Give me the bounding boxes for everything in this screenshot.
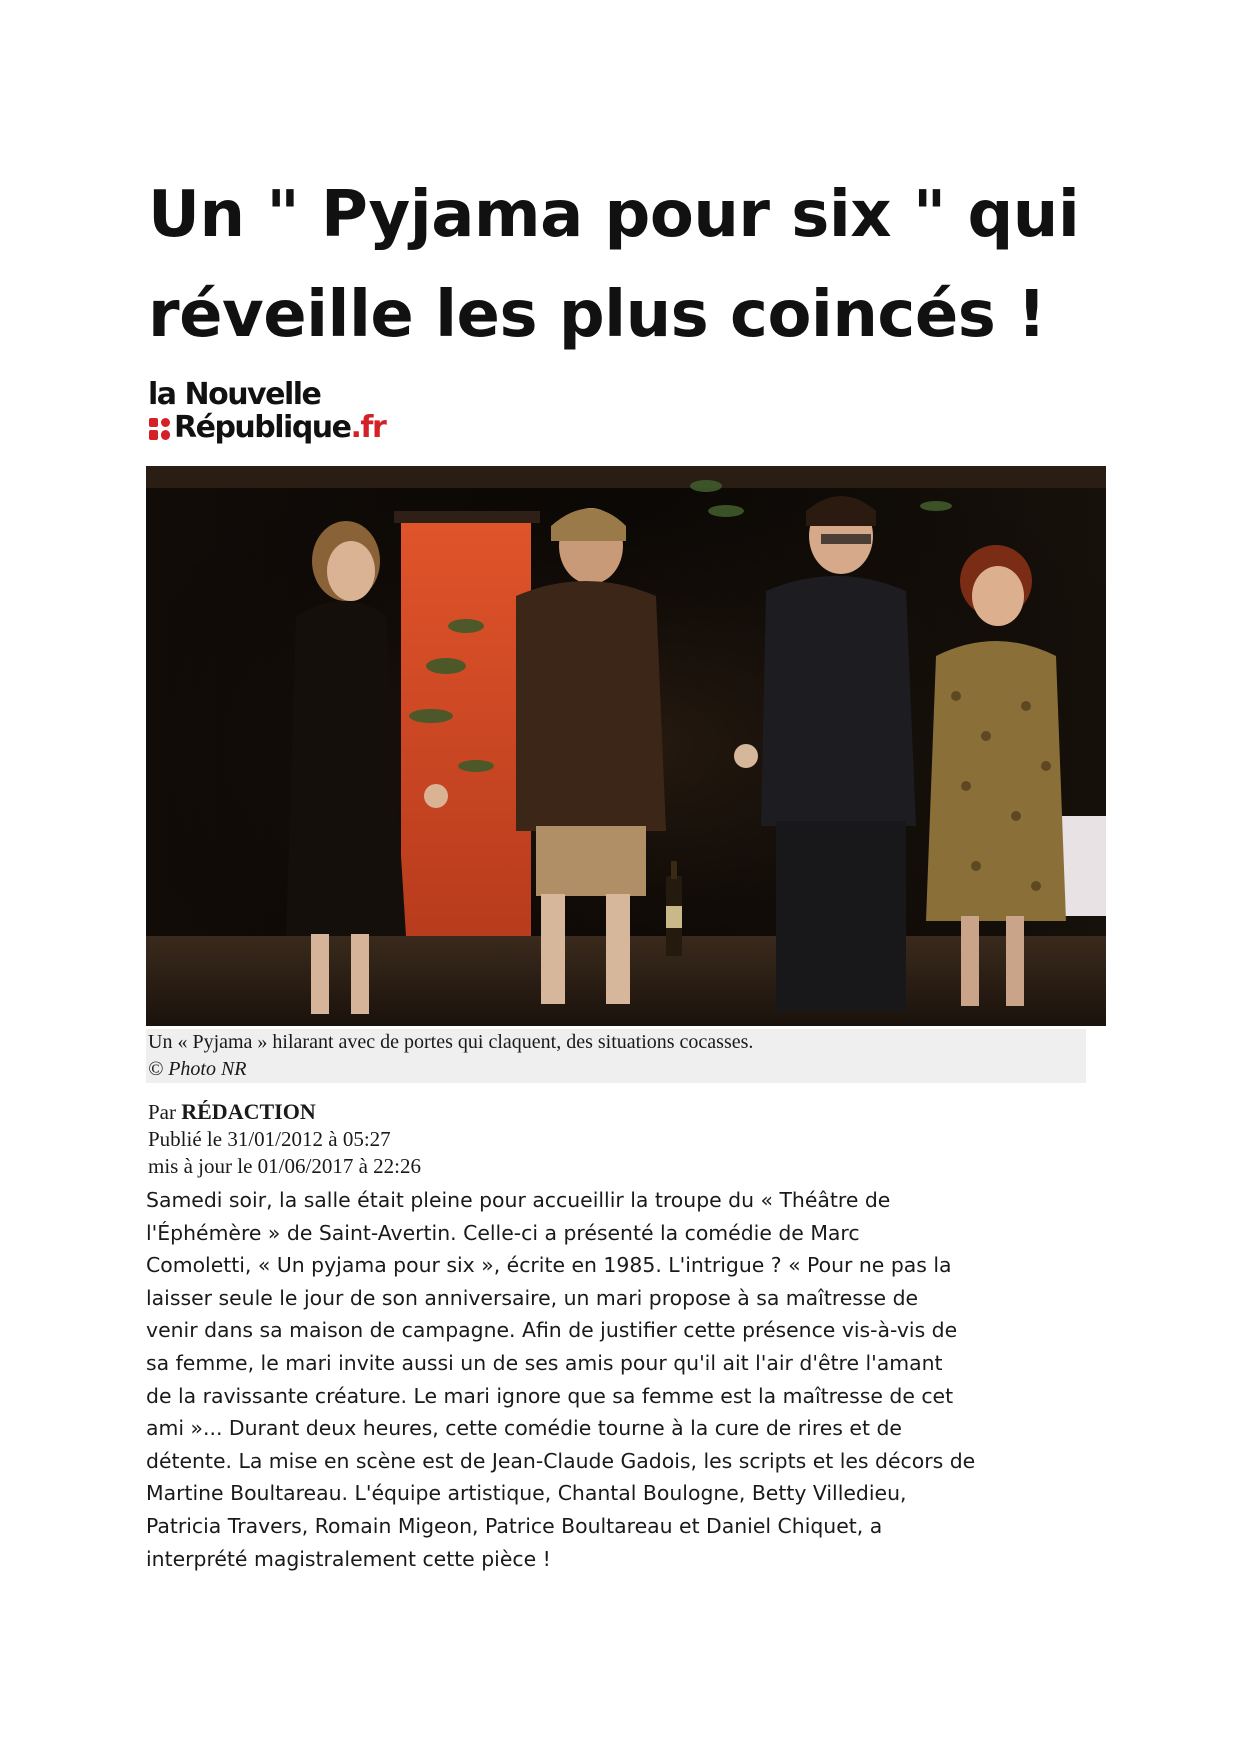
- article-line: ami »... Durant deux heures, cette comédie tourne à la cure de rires et de: [146, 1416, 902, 1441]
- publication-logo[interactable]: [148, 378, 418, 448]
- article-line: sa femme, le mari invite aussi un de ses amis pour qu'il ait l'air d'être l'amant: [146, 1350, 943, 1375]
- byline: [148, 1098, 421, 1180]
- logo-line-1: la Nouvelle: [148, 377, 321, 412]
- caption-text: Un « Pyjama » hilarant avec de portes qui claquent, des situations cocasses.: [148, 1031, 754, 1053]
- photo-caption: [146, 1029, 1086, 1083]
- article-line: Patricia Travers, Romain Migeon, Patrice Boultareau et Daniel Chiquet, a: [146, 1513, 883, 1538]
- article-line: venir dans sa maison de campagne. Afin de justifier cette présence vis-à-vis de: [146, 1318, 958, 1343]
- article-line: de la ravissante créature. Le mari ignore que sa femme est la maîtresse de cet: [146, 1383, 954, 1408]
- nr-logo-mark-icon: [148, 417, 172, 441]
- caption-credit: © Photo NR: [148, 1058, 247, 1080]
- article-headline: [148, 165, 1108, 365]
- byline-author[interactable]: RÉDACTION: [181, 1099, 316, 1124]
- article-line: interprété magistralement cette pièce !: [146, 1546, 551, 1571]
- headline-line-1: Un " Pyjama pour six " qui: [148, 178, 1080, 252]
- logo-word-main: République: [174, 410, 351, 445]
- logo-tld: .fr: [350, 410, 386, 445]
- theatre-scene-photo: [146, 466, 1106, 1026]
- headline-line-2: réveille les plus coincés !: [148, 278, 1046, 352]
- logo-word: [174, 411, 385, 445]
- article-line: laisser seule le jour de son anniversaire, un mari propose à sa maîtresse de: [146, 1285, 919, 1310]
- article-body: [146, 1184, 1106, 1575]
- photo-illustration: [146, 466, 1106, 1026]
- publish-date: Publié le 31/01/2012 à 05:27: [148, 1127, 391, 1151]
- article-line: Martine Boultareau. L'équipe artistique, Chantal Boulogne, Betty Villedieu,: [146, 1481, 907, 1506]
- update-date: mis à jour le 01/06/2017 à 22:26: [148, 1154, 421, 1178]
- article-line: l'Éphémère » de Saint-Avertin. Celle-ci a présenté la comédie de Marc: [146, 1220, 860, 1245]
- byline-prefix: Par: [148, 1100, 176, 1124]
- logo-line-2: [148, 411, 385, 445]
- article-line: détente. La mise en scène est de Jean-Claude Gadois, les scripts et les décors de: [146, 1448, 976, 1473]
- byline-author-row: [148, 1098, 421, 1126]
- article-line: Samedi soir, la salle était pleine pour accueillir la troupe du « Théâtre de: [146, 1188, 891, 1212]
- stage-door: [401, 521, 531, 961]
- article-line: Comoletti, « Un pyjama pour six », écrite en 1985. L'intrigue ? « Pour ne pas la: [146, 1253, 952, 1278]
